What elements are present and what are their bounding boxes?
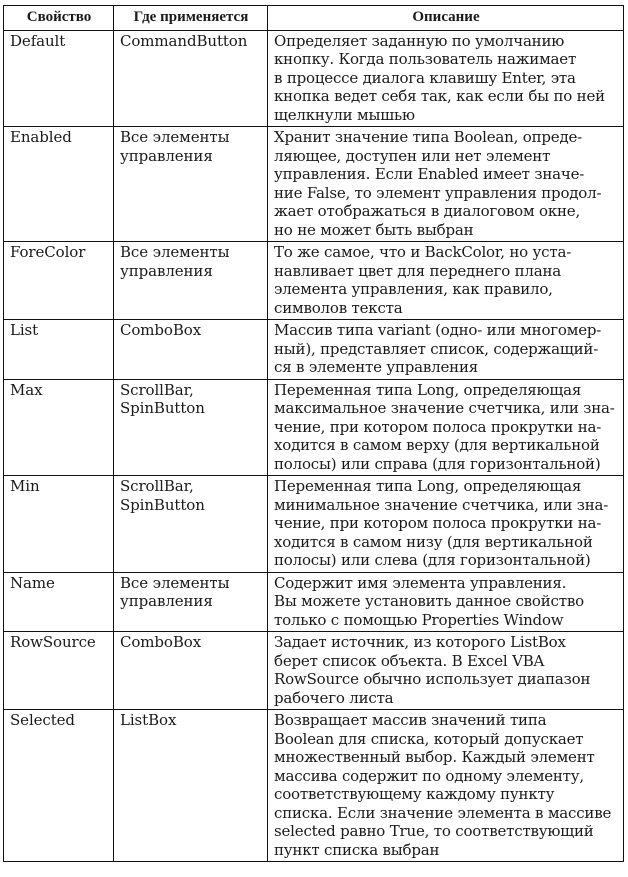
header-description: Описание: [268, 6, 624, 31]
applies-to-line: управления: [120, 592, 213, 610]
description-cell: [268, 379, 624, 476]
description-line: полосы) или справа (для горизонтальной): [274, 454, 601, 473]
table-row: [4, 476, 624, 573]
applies-to-cell: [114, 379, 268, 476]
description-line: соответствующему каждому пункту: [274, 785, 555, 803]
description-line: массива содержит по одному элементу,: [274, 766, 584, 785]
applies-to-cell: [114, 320, 268, 380]
description-line: Массив типа variant (одно- или многомер-: [274, 321, 602, 339]
description-line: Возвращает массив значений типа: [274, 711, 547, 729]
description-line: ние False, то элемент управления продол-: [274, 183, 602, 202]
applies-to-cell: [114, 632, 268, 710]
applies-to-line: ComboBox: [120, 633, 202, 651]
applies-to-line: управления: [120, 261, 213, 280]
description-line: Хранит значение типа Boolean, опреде-: [274, 128, 583, 146]
description-line: навливает цвет для переднего плана: [274, 261, 562, 280]
description-cell: [268, 242, 624, 320]
table-row: [4, 127, 624, 242]
table-row: [4, 632, 624, 710]
description-line: Переменная типа Long, определяющая: [274, 477, 582, 495]
table-header-row: [4, 6, 624, 31]
description-line: Задает источник, из которого ListBox: [274, 633, 566, 651]
applies-to-line: ScrollBar,: [120, 380, 194, 399]
applies-to-cell: [114, 476, 268, 573]
description-line: в процессе диалога клавишу Enter, эта: [274, 68, 576, 87]
description-line: берет список объекта. В Excel VBA: [274, 651, 545, 670]
description-cell: [268, 632, 624, 710]
description-line: кнопку. Когда пользователь нажимает: [274, 50, 577, 68]
applies-to-line: ScrollBar,: [120, 477, 194, 495]
table-row: [4, 572, 624, 632]
property-name-cell: RowSource: [4, 632, 114, 710]
description-line: чение, при котором полоса прокрутки на-: [274, 514, 602, 532]
description-cell: [268, 572, 624, 632]
description-cell: [268, 30, 624, 127]
description-cell: [268, 127, 624, 242]
description-line: ный), представляет список, содержащий-: [274, 339, 599, 358]
description-line: Определяет заданную по умолчанию: [274, 31, 565, 50]
applies-to-line: управления: [120, 146, 213, 165]
description-line: элемента управления, как правило,: [274, 280, 553, 298]
description-cell: [268, 320, 624, 380]
description-line: selected равно True, то соответствующий: [274, 822, 594, 840]
description-line: рабочего листа: [274, 688, 394, 707]
applies-to-line: SpinButton: [120, 495, 205, 514]
applies-to-line: Все элементы: [120, 243, 230, 261]
description-line: ся в элементе управления: [274, 358, 479, 376]
description-line: жает отображаться в диалоговом окне,: [274, 202, 581, 220]
table-row: [4, 242, 624, 320]
applies-to-cell: [114, 242, 268, 320]
header-applies-to: Где применяется: [114, 6, 268, 31]
description-line: Вы можете установить данное свойство: [274, 592, 584, 610]
applies-to-cell: [114, 127, 268, 242]
table-body: [4, 30, 624, 862]
description-line: но не может быть выбран: [274, 220, 474, 239]
applies-to-cell: [114, 572, 268, 632]
applies-to-line: SpinButton: [120, 399, 205, 417]
table-row: [4, 320, 624, 380]
description-line: символов текста: [274, 298, 403, 317]
header-property: Свойство: [4, 6, 114, 31]
description-line: списка. Если значение элемента в массиве: [274, 803, 612, 822]
property-name-cell: Max: [4, 379, 114, 476]
description-line: Boolean для списка, который допускает: [274, 729, 584, 748]
property-name-cell: List: [4, 320, 114, 380]
description-cell: [268, 476, 624, 573]
property-name-cell: Default: [4, 30, 114, 127]
applies-to-line: ComboBox: [120, 321, 202, 339]
applies-to-cell: [114, 710, 268, 862]
description-line: чение, при котором полоса прокрутки на-: [274, 417, 602, 436]
description-cell: [268, 710, 624, 862]
description-line: ходится в самом низу (для вертикальной: [274, 532, 593, 551]
applies-to-line: Все элементы: [120, 573, 230, 592]
description-line: RowSource обычно использует диапазон: [274, 670, 591, 688]
description-line: кнопка ведет себя так, как если бы по ней: [274, 87, 605, 105]
property-name-cell: ForeColor: [4, 242, 114, 320]
description-line: минимальное значение счетчика, или зна-: [274, 495, 609, 514]
description-line: максимальное значение счетчика, или зна-: [274, 399, 615, 417]
description-line: щелкнули мышью: [274, 105, 415, 124]
description-line: ходится в самом верху (для вертикальной: [274, 436, 600, 454]
description-line: полосы) или слева (для горизонтальной): [274, 551, 591, 569]
description-line: управления. Если Enabled имеет значе-: [274, 165, 585, 183]
table-row: [4, 710, 624, 862]
property-name-cell: Enabled: [4, 127, 114, 242]
applies-to-line: Все элементы: [120, 128, 230, 146]
description-line: множественный выбор. Каждый элемент: [274, 748, 595, 766]
property-name-cell: Min: [4, 476, 114, 573]
property-name-cell: Selected: [4, 710, 114, 862]
description-line: пункт списка выбран: [274, 840, 440, 859]
table-row: [4, 379, 624, 476]
table-row: [4, 30, 624, 127]
applies-to-line: ListBox: [120, 711, 177, 729]
description-line: Переменная типа Long, определяющая: [274, 380, 582, 399]
description-line: ляющее, доступен или нет элемент: [274, 146, 551, 165]
properties-table: [3, 5, 624, 862]
description-line: Содержит имя элемента управления.: [274, 573, 567, 592]
description-line: только с помощью Properties Window: [274, 610, 564, 629]
applies-to-line: CommandButton: [120, 31, 248, 50]
applies-to-cell: [114, 30, 268, 127]
description-line: То же самое, что и BackColor, но уста-: [274, 243, 572, 261]
property-name-cell: Name: [4, 572, 114, 632]
